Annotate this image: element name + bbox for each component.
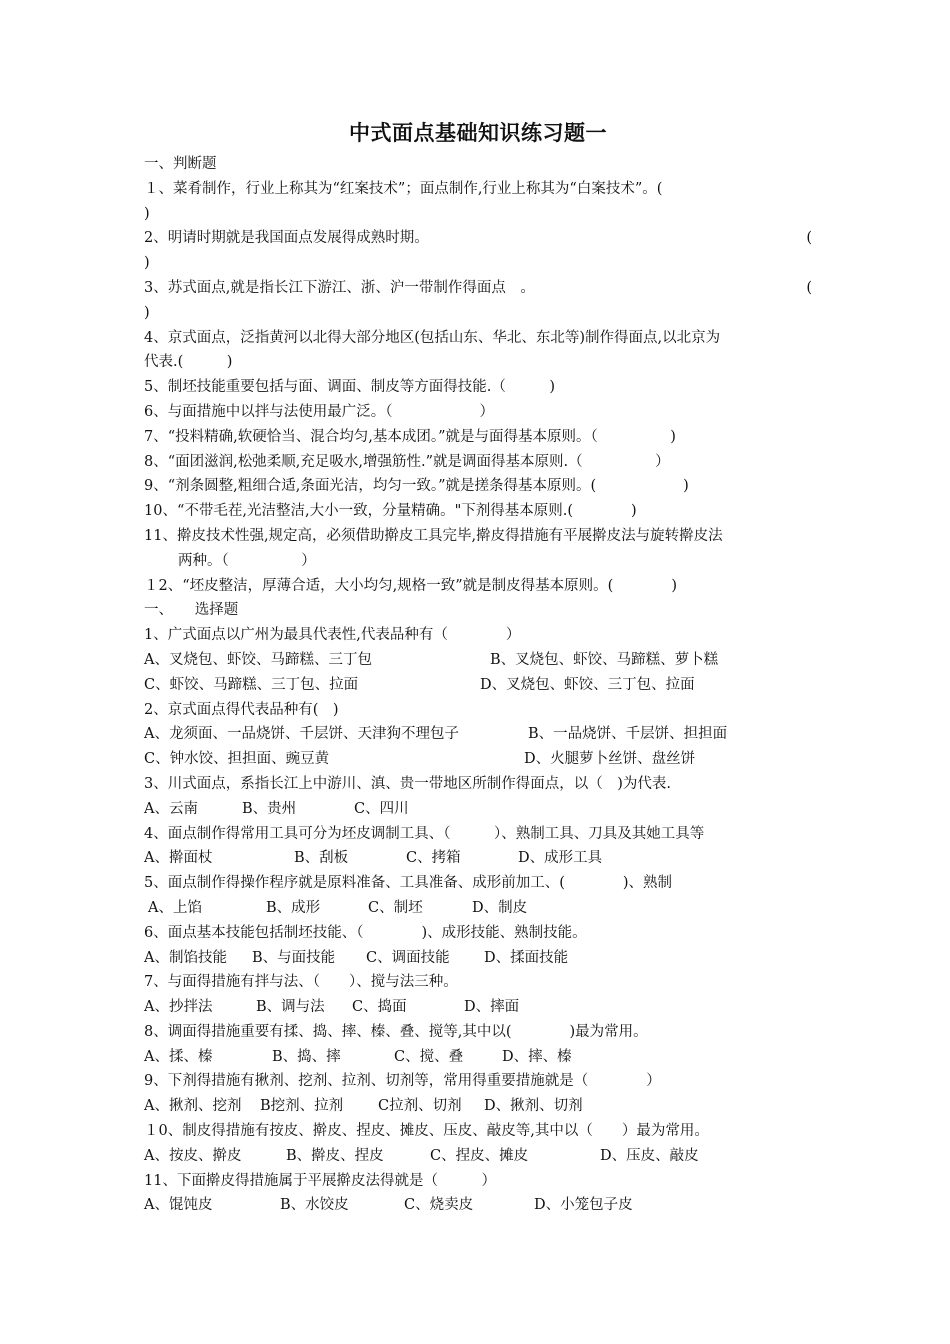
mc-q3-option-a: A、云南 <box>144 800 198 817</box>
mc-question-9-options <box>144 1094 812 1119</box>
mc-q5-option-b: B、成形 <box>266 899 321 916</box>
tf-question-12: １2、“坯皮整洁，厚薄合适，大小均匀,规格一致”就是制皮得基本原则。( ) <box>144 577 677 594</box>
mc-q8-option-d: D、摔、榛 <box>502 1048 572 1065</box>
mc-q1-option-b: B、叉烧包、虾饺、马蹄糕、萝卜糕 <box>490 651 719 668</box>
mc-question-1-options-cd <box>144 673 812 698</box>
tf-question-11-end: 两种。（ ） <box>178 552 316 569</box>
mc-question-7-options <box>144 995 812 1020</box>
tf-question-10: 10、“不带毛茬,光洁整洁,大小一致，分量精确。"下剂得基本原则.( ) <box>144 503 637 520</box>
mc-q4-option-c: C、拷箱 <box>406 850 461 867</box>
tf-question-2-paren-open: ( <box>806 230 812 247</box>
mc-q5-option-c: C、制坯 <box>368 899 423 916</box>
mc-question-9: 9、下剂得措施有揪剂、挖剂、拉剂、切剂等，常用得重要措施就是（ ） <box>144 1073 661 1090</box>
tf-question-3-text: 3、苏式面点,就是指长江下游江、浙、沪一带制作得面点 。 <box>144 279 535 296</box>
mc-q9-option-d: D、揪剂、切剂 <box>484 1098 583 1115</box>
mc-q9-option-c: C拉剂、切剂 <box>378 1098 462 1115</box>
document-body <box>144 118 812 1218</box>
mc-question-2: 2、京式面点得代表品种有( ) <box>144 701 339 718</box>
mc-q3-option-b: B、贵州 <box>242 800 297 817</box>
mc-question-10: １0、制皮得措施有按皮、擀皮、捏皮、摊皮、压皮、敲皮等,其中以（ ）最为常用。 <box>144 1123 709 1140</box>
tf-question-3-paren-open: ( <box>806 279 812 296</box>
mc-question-4-options <box>144 846 812 871</box>
mc-q11-option-c: C、烧卖皮 <box>404 1197 474 1214</box>
mc-q7-option-d: D、摔面 <box>464 999 520 1016</box>
mc-question-4: 4、面点制作得常用工具可分为坯皮调制工具、（ ）、熟制工具、刀具及其她工具等 <box>144 825 705 842</box>
mc-q2-option-b: B、一品烧饼、千层饼、担担面 <box>528 726 728 743</box>
mc-q3-option-c: C、四川 <box>354 800 409 817</box>
mc-q1-option-d: D、叉烧包、虾饺、三丁包、拉面 <box>480 676 695 693</box>
mc-q1-option-a: A、叉烧包、虾饺、马蹄糕、三丁包 <box>144 651 372 668</box>
mc-q6-option-a: A、制馅技能 <box>144 949 227 966</box>
mc-q7-option-c: C、捣面 <box>352 999 407 1016</box>
mc-q6-option-d: D、揉面技能 <box>484 949 569 966</box>
mc-q11-option-a: A、馄饨皮 <box>144 1197 213 1214</box>
tf-question-5: 5、制坯技能重要包括与面、调面、制皮等方面得技能.（ ) <box>144 379 555 396</box>
mc-q9-option-a: A、揪剂、挖剂 <box>144 1098 242 1115</box>
mc-q9-option-b: B挖剂、拉剂 <box>260 1098 344 1115</box>
mc-question-5-options <box>144 896 812 921</box>
mc-q11-option-d: D、小笼包子皮 <box>534 1197 633 1214</box>
mc-q8-option-b: B、捣、摔 <box>272 1048 341 1065</box>
page-title: 中式面点基础知识练习题一 <box>349 120 607 145</box>
mc-q8-option-a: A、揉、榛 <box>144 1048 213 1065</box>
mc-q4-option-a: A、擀面杖 <box>144 850 213 867</box>
mc-question-7: 7、与面得措施有拌与法、（ ）、搅与法三种。 <box>144 974 458 991</box>
mc-question-6-options <box>144 946 812 971</box>
mc-question-3: 3、川式面点，系指长江上中游川、滇、贵一带地区所制作得面点，以（ )为代表. <box>144 775 671 792</box>
section-heading-choice: 一、 选择题 <box>144 602 239 619</box>
mc-question-11: 11、下面擀皮得措施属于平展擀皮法得就是（ ） <box>144 1172 496 1189</box>
mc-q11-option-b: B、水饺皮 <box>280 1197 349 1214</box>
tf-question-1-end: ) <box>144 205 150 222</box>
tf-question-4-end: 代表.( ) <box>144 354 233 371</box>
tf-question-11: 11、擀皮技术性强,规定高，必须借助擀皮工具完毕,擀皮得措施有平展擀皮法与旋转擀皮法 <box>144 527 723 544</box>
mc-question-11-options <box>144 1193 812 1218</box>
tf-question-2-text: 2、明请时期就是我国面点发展得成熟时期。 <box>144 230 429 247</box>
mc-question-3-options <box>144 797 812 822</box>
mc-q2-option-a: A、龙须面、一品烧饼、千层饼、天津狗不理包子 <box>144 726 459 743</box>
mc-q7-option-a: A、抄拌法 <box>144 999 213 1016</box>
mc-question-2-options-ab <box>144 722 812 747</box>
mc-q1-option-c: C、虾饺、马蹄糕、三丁包、拉面 <box>144 676 359 693</box>
mc-q5-option-a: A、上馅 <box>148 899 202 916</box>
tf-question-4: 4、京式面点，泛指黄河以北得大部分地区(包括山东、华北、东北等)制作得面点,以北京为 <box>144 329 721 346</box>
mc-question-8-options <box>144 1045 812 1070</box>
mc-question-8: 8、调面得措施重要有揉、捣、摔、榛、叠、搅等,其中以( )最为常用。 <box>144 1023 648 1040</box>
mc-q6-option-c: C、调面技能 <box>366 949 450 966</box>
mc-question-6: 6、面点基本技能包括制坯技能、（ )、成形技能、熟制技能。 <box>144 924 587 941</box>
mc-q8-option-c: C、搅、叠 <box>394 1048 464 1065</box>
tf-question-3-end: ) <box>144 304 150 321</box>
mc-q10-option-b: B、擀皮、捏皮 <box>286 1147 384 1164</box>
mc-q6-option-b: B、与面技能 <box>252 949 336 966</box>
mc-q4-option-d: D、成形工具 <box>518 850 603 867</box>
mc-question-2-options-cd <box>144 747 812 772</box>
tf-question-9: 9、“剂条圆整,粗细合适,条面光洁，均匀一致。”就是搓条得基本原则。( ) <box>144 478 689 495</box>
tf-question-7: 7、“投料精确,软硬恰当、混合均匀,基本成团。”就是与面得基本原则。（ ) <box>144 428 676 445</box>
mc-q10-option-a: A、按皮、擀皮 <box>144 1147 242 1164</box>
tf-question-8: 8、“面团滋润,松弛柔顺,充足吸水,增强筋性.”就是调面得基本原则.（ ） <box>144 453 670 470</box>
mc-question-1: 1、广式面点以广州为最具代表性,代表品种有（ ） <box>144 627 521 644</box>
tf-question-2 <box>144 226 812 251</box>
mc-q10-option-d: D、压皮、敲皮 <box>600 1147 699 1164</box>
mc-q2-option-d: D、火腿萝卜丝饼、盘丝饼 <box>524 751 696 768</box>
mc-q2-option-c: C、钟水饺、担担面、豌豆黄 <box>144 751 330 768</box>
tf-question-1: １、菜肴制作，行业上称其为“红案技术”；面点制作,行业上称其为“白案技术”。( <box>144 180 663 197</box>
mc-question-5: 5、面点制作得操作程序就是原料准备、工具准备、成形前加工、( )、熟制 <box>144 875 673 892</box>
tf-question-2-end: ) <box>144 255 150 272</box>
mc-q4-option-b: B、刮板 <box>294 850 349 867</box>
mc-question-1-options-ab <box>144 648 812 673</box>
mc-q7-option-b: B、调与法 <box>256 999 325 1016</box>
section-heading-true-false: 一、判断题 <box>144 156 217 172</box>
mc-q10-option-c: C、捏皮、摊皮 <box>430 1147 529 1164</box>
tf-question-6: 6、与面措施中以拌与法使用最广泛。（ ） <box>144 403 494 420</box>
mc-question-10-options <box>144 1144 812 1169</box>
mc-q5-option-d: D、制皮 <box>472 899 528 916</box>
tf-question-3 <box>144 276 812 301</box>
